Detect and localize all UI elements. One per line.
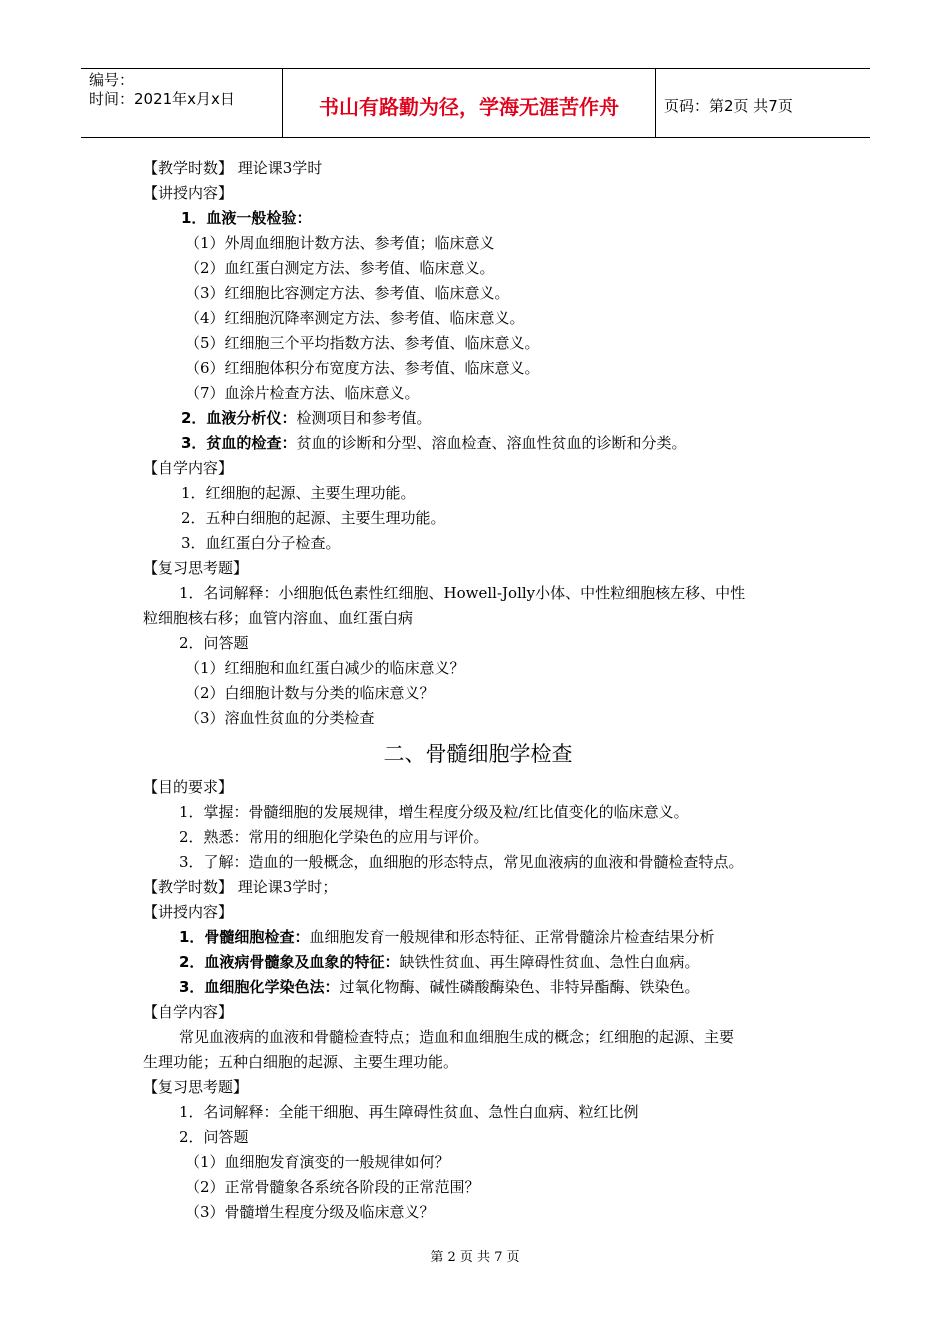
bold-heading-text: 3．血细胞化学染色法： [179,978,340,996]
line-text: （2）白细胞计数与分类的临床意义？ [185,684,435,702]
text-line [143,975,813,1000]
bold-heading-text: 2．血液分析仪： [181,409,297,427]
line-text: 3．血红蛋白分子检查。 [181,534,341,552]
line-text: 1．名词解释：全能干细胞、再生障碍性贫血、急性白血病、粒红比例 [179,1103,639,1121]
text-line [143,825,813,850]
line-text: （6）红细胞体积分布宽度方法、参考值、临床意义。 [185,359,540,377]
line-text: 缺铁性贫血、再生障碍性贫血、急性白血病。 [399,953,700,971]
line-text: 【复习思考题】 [143,559,249,577]
line-text: 粒细胞核右移；血管内溶血、血红蛋白病 [143,609,414,627]
line-text: （1）血细胞发育演变的一般规律如何？ [185,1153,450,1171]
text-line [143,231,813,256]
line-text: 检测项目和参考值。 [296,409,432,427]
line-text: 1．掌握：骨髓细胞的发展规律，增生程度分级及粒/红比值变化的临床意义。 [179,803,689,821]
text-line [143,331,813,356]
line-text: 常见血液病的血液和骨髓检查特点；造血和血细胞生成的概念；红细胞的起源、主要 [179,1028,735,1046]
text-line [143,875,813,900]
text-line [143,1125,813,1150]
line-text: （2）正常骨髓象各系统各阶段的正常范围？ [185,1178,480,1196]
text-line [143,1050,813,1075]
bold-heading-text: 1．血液一般检验： [181,209,312,227]
page-header [81,68,870,138]
line-text: 二、骨髓细胞学检查 [383,742,573,766]
line-text: 2．熟悉：常用的细胞化学染色的应用与评价。 [179,828,489,846]
text-line [143,656,813,681]
text-line [143,900,813,925]
text-line [143,1000,813,1025]
bold-heading-text: 3．贫血的检查： [181,434,297,452]
bold-heading-text: 2．血液病骨髓象及血象的特征： [179,953,400,971]
line-text: （1）红细胞和血红蛋白减少的临床意义？ [185,659,465,677]
line-text: （3）溶血性贫血的分类检查 [185,709,375,727]
line-text: （2）血红蛋白测定方法、参考值、临床意义。 [185,259,495,277]
text-line [143,775,813,800]
line-text: 【自学内容】 [143,1003,234,1021]
text-line [143,431,813,456]
bold-heading-text: 1．骨髓细胞检查： [179,928,310,946]
text-line [143,281,813,306]
text-line [143,850,813,875]
line-text: 2．问答题 [179,1128,249,1146]
header-left-cell [81,69,283,137]
text-line [143,306,813,331]
text-line [143,481,813,506]
line-text: 3．了解：造血的一般概念，血细胞的形态特点，常见血液病的血液和骨髓检查特点。 [179,853,744,871]
document-body [143,156,813,1225]
text-line [143,1075,813,1100]
text-line [143,581,813,606]
text-line [143,381,813,406]
text-line [143,506,813,531]
text-line [143,681,813,706]
line-text: （4）红细胞沉降率测定方法、参考值、临床意义。 [185,309,525,327]
text-line [143,206,813,231]
text-line [143,556,813,581]
text-line [143,800,813,825]
line-text: 【教学时数】 理论课3学时 [143,159,323,177]
text-line [143,1025,813,1050]
section-title [143,739,813,769]
text-line [143,406,813,431]
text-line [143,631,813,656]
line-text: 过氧化物酶、碱性磷酸酶染色、非特异酯酶、铁染色。 [339,978,700,996]
text-line [143,1200,813,1225]
line-text: 2．五种白细胞的起源、主要生理功能。 [181,509,446,527]
line-text: 【讲授内容】 [143,184,234,202]
line-text: （1）外周血细胞计数方法、参考值；临床意义 [185,234,495,252]
line-text: 1．名词解释：小细胞低色素性红细胞、Howell-Jolly小体、中性粒细胞核左移、中性 [179,584,746,602]
text-line [143,256,813,281]
line-text: 生理功能；五种白细胞的起源、主要生理功能。 [143,1053,459,1071]
page-footer: 第 2 页 共 7 页 [430,1250,520,1265]
header-number-label: 编号： [89,71,135,89]
line-text: （5）红细胞三个平均指数方法、参考值、临床意义。 [185,334,540,352]
line-text: 【自学内容】 [143,459,234,477]
line-text: 贫血的诊断和分型、溶血检查、溶血性贫血的诊断和分类。 [296,434,687,452]
line-text: 【教学时数】 理论课3学时； [143,878,338,896]
text-line [143,606,813,631]
line-text: 2．问答题 [179,634,249,652]
text-line [143,531,813,556]
line-text: 1．红细胞的起源、主要生理功能。 [181,484,416,502]
line-text: 【目的要求】 [143,778,234,796]
line-text: （7）血涂片检查方法、临床意义。 [185,384,420,402]
text-line [143,706,813,731]
line-text: 【讲授内容】 [143,903,234,921]
header-motto: 书山有路勤为径，学海无涯苦作舟 [283,69,656,137]
line-text: 血细胞发育一般规律和形态特征、正常骨髓涂片检查结果分析 [309,928,715,946]
line-text: （3）骨髓增生程度分级及临床意义？ [185,1203,435,1221]
text-line [143,181,813,206]
text-line [143,1100,813,1125]
text-line [143,1150,813,1175]
text-line [143,925,813,950]
header-page-info: 页码：第2页 共7页 [664,96,793,115]
text-line [143,1175,813,1200]
text-line [143,156,813,181]
header-time-label: 时间：2021年x月x日 [89,90,235,108]
text-line [143,950,813,975]
text-line [143,356,813,381]
line-text: （3）红细胞比容测定方法、参考值、临床意义。 [185,284,510,302]
line-text: 【复习思考题】 [143,1078,249,1096]
text-line [143,456,813,481]
